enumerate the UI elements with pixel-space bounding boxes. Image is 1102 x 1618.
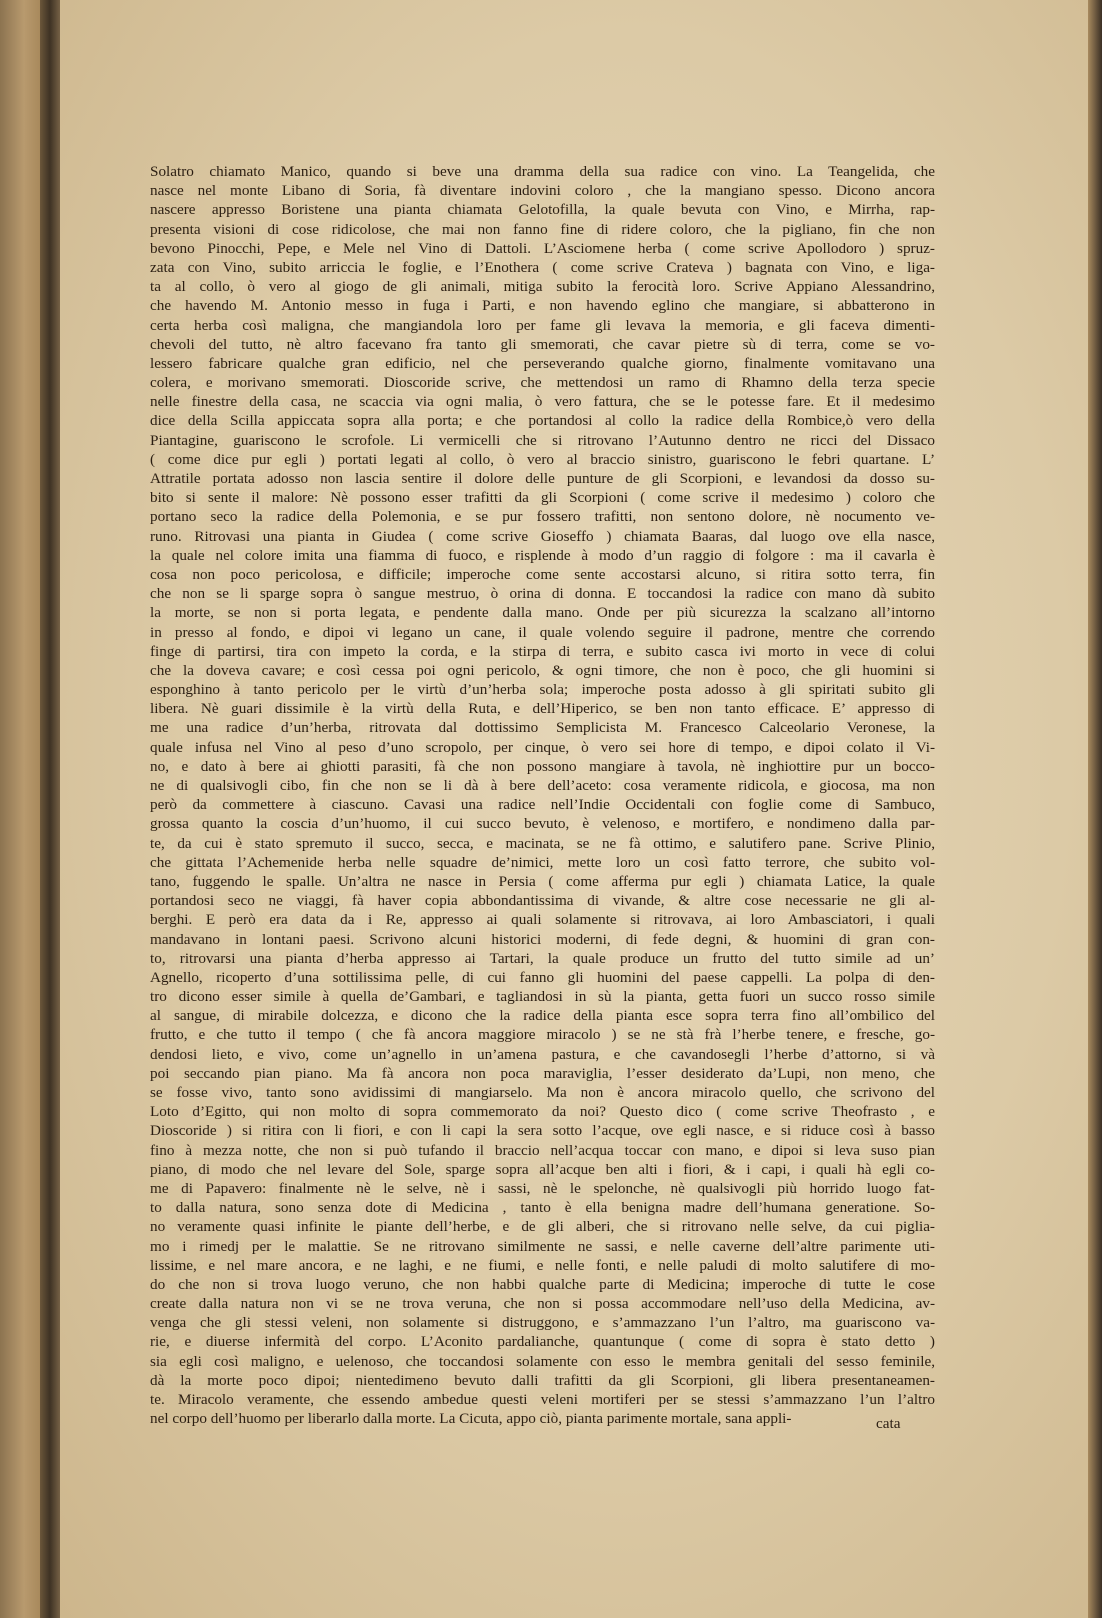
text-line: che la doveva cavare; e così cessa poi ogni pericolo, & ogni timore, che non è poco, che gli huomini si (150, 661, 935, 679)
text-line: piano, di modo che nel levare del Sole, sparge sopra all’acque ben alti i fiori, & i capi, i quali hà egli co- (150, 1160, 935, 1178)
text-line: Agnello, ricoperto d’una sottilissima pelle, di cui fanno gli huomini del paese cappelli. La polpa di den- (150, 968, 935, 986)
text-line: me di Papavero: finalmente nè le selve, nè i sassi, nè le spelonche, nè qualsivogli più horrido luogo fat- (150, 1179, 935, 1197)
text-line: Attratile portata adosso non lascia sentire il dolore delle punture de gli Scorpioni, e levandosi da dosso su- (150, 470, 935, 487)
text-line: nasce nel monte Libano di Soria, fà diventare indovini coloro , che la mangiano spesso. Dicono ancora (150, 182, 935, 200)
text-line: bito si sente il malore: Nè possono esser trafitti da gli Scorpioni ( come scrive il medesimo ) coloro che (150, 489, 935, 507)
text-line: tro dicono esser simile à quella de’Gambari, e tagliandosi in sù la pianta, getta fuori un succo rosso simile (150, 988, 935, 1006)
text-line: nascere appresso Boristene una pianta chiamata Gelotofilla, la quale bevuta con Vino, e Mirrha, rap- (150, 201, 935, 219)
text-line: la quale nel colore imita una fiamma di fuoco, e risplende à modo d’un raggio di folgore : ma il cavarla è (150, 546, 935, 564)
text-line: runo. Ritrovasi una pianta in Giudea ( come scrive Gioseffo ) chiamata Baaras, dal luogo ove ella nasce, (150, 527, 935, 545)
text-line: ( come dice pur egli ) portati legati al collo, ò vero al braccio sinistro, guariscono le febri quartane. L’ (150, 450, 935, 468)
facing-page-edge (0, 0, 40, 1618)
text-line: te, da cui è stato spremuto il succo, secca, e macinata, se ne fà ottimo, e salutifero pane. Scrive Plinio, (150, 834, 935, 852)
page-edge-shadow (1088, 0, 1102, 1618)
text-line: cosa non poco pericolosa, e difficile; imperoche come sente accostarsi alcuno, si ritira sotto terra, fin (150, 565, 935, 583)
text-line: Piantagine, guariscono le scrofole. Li vermicelli che si ritrovano l’Autunno dentro ne ricci del Dissaco (150, 431, 935, 449)
text-line: portandosi seco ne viaggi, fà haver copia abbondantissima di vivande, & altre cose necessarie ne gli al- (150, 892, 935, 910)
text-line: to, ritrovarsi una pianta d’herba appresso ai Tartari, la quale produce un frutto del tutto simile ad un’ (150, 949, 935, 967)
text-line: Solatro chiamato Manico, quando si beve una dramma della sua radice con vino. La Teangelida, che (150, 163, 935, 180)
text-line: ne di qualsivogli cibo, fin che non se li dà à bere dell’aceto: cosa veramente ridicola, e giocosa, ma non (150, 777, 935, 794)
text-line: dice della Scilla appiccata sopra alla porta; e che portandosi al collo la radice della Rombice,ò vero della (150, 412, 935, 430)
text-line: chevoli del tutto, nè altro facevano fra tanto gli smemorati, che cavar pietre sù di terra, come se vo- (150, 335, 935, 353)
text-line: venga che gli stessi veleni, non solamente si distruggono, e s’ammazzano l’un l’altro, ma guariscono va- (150, 1314, 935, 1332)
text-line: che non se li sparge sopra ò sangue mestruo, ò orina di donna. E toccandosi la radice con mano dà subito (150, 585, 935, 603)
text-line: bevono Pinocchi, Pepe, e Mele nel Vino di Dattoli. L’Asciomene herba ( come scrive Apollodoro ) spruz- (150, 239, 935, 257)
catchword: cata (876, 1415, 901, 1432)
text-line: no veramente quasi infinite le piante dell’herbe, e de gli alberi, che si ritrovano nelle selve, da cui piglia- (150, 1218, 935, 1236)
text-line: do che non si trova luogo veruno, che non habbi qualche parte di Medicina; imperoche di tutte le cose (150, 1275, 935, 1293)
text-line: che havendo M. Antonio messo in fuga i Parti, e non havendo eglino che mangiare, si abbatterono in (150, 297, 935, 315)
text-line: fino à mezza notte, che non si può tufando il braccio nell’acqua toccar con mano, e dipoi si leva suso pian (150, 1141, 935, 1159)
text-line: tano, fuggendo le spalle. Un’altra ne nasce in Persia ( come afferma pur egli ) chiamata Latice, la quale (150, 872, 935, 890)
text-line: mandavano in lontani paesi. Scrivono alcuni historici moderni, di fede degni, & huomini di gran con- (150, 930, 935, 948)
text-line: portano seco la radice della Polemonia, e se pur fossero trafitti, non sentono dolore, nè nocumento ve- (150, 508, 935, 526)
text-line: al sangue, di mirabile dolcezza, e dicono che la radice della pianta esce sopra terra fino all’ombilico del (150, 1007, 935, 1025)
text-line: la morte, se non si porta legata, e pendente dalla mano. Onde per più sicurezza la scalzano all’intorno (150, 604, 935, 622)
text-line: che gittata l’Achemenide herba nelle squadre de’nimici, mette loro un così fatto terrore, che subito vol- (150, 853, 935, 871)
text-line: certa herba così maligna, che mangiandola loro per fame gli levava la memoria, e gli faceva dimenti- (150, 316, 935, 334)
text-line: te. Miracolo veramente, che essendo ambedue questi veleni mortiferi per se stessi s’ammazzano l’un l’altro (150, 1391, 935, 1408)
text-line: frutto, e che tutto il tempo ( che fà ancora maggiore miracolo ) se ne stà frà l’herbe tenere, e fresche, go- (150, 1026, 935, 1044)
text-line: in presso al fondo, e dipoi vi legano un cane, il quale volendo seguire il padrone, mentre che correndo (150, 623, 935, 641)
text-line: colera, e morivano smemorati. Dioscoride scrive, che mettendosi un ramo di Rhamno della terza specie (150, 374, 935, 392)
text-line: Dioscoride ) si ritira con li fiori, e con li capi la sera sotto l’acque, ove egli nasce, e si riduce così à basso (150, 1122, 935, 1140)
text-line: finge di partirsi, tira con impeto la corda, e la stirpa di terra, e subito casca ivi morto in vece di colui (150, 642, 935, 660)
text-line: mo i rimedj per le malattie. Se ne ritrovano similmente ne sassi, e nelle caverne dell’altre parimente uti- (150, 1237, 935, 1255)
text-line: però da commettere à ciascuno. Cavasi una radice nell’Indie Occidentali con foglie come di Sambuco, (150, 796, 935, 814)
text-line: Loto d’Egitto, qui non molto di sopra commemorato da noi? Questo dico ( come scrive Theofrasto , e (150, 1103, 935, 1121)
text-line: no, e dato à bere ai ghiotti parasiti, fà che non possono mangiare à tavola, nè inghiottire pur un bocco- (150, 757, 935, 775)
text-line: grossa quanto la coscia d’un’huomo, il cui succo bevuto, è velenoso, e mortifero, e nondimeno dalla par- (150, 815, 935, 833)
text-line: nelle finestre della casa, ne scaccia via ogni malia, ò vero fattura, che se le potesse fare. Et il medesimo (150, 393, 935, 411)
text-line: quale infusa nel Vino al peso d’uno scropolo, per cinque, ò vero sei hore di tempo, e dipoi colato il Vi- (150, 738, 935, 756)
body-text (150, 162, 935, 1428)
text-line: sia egli così maligno, e uelenoso, che toccandosi solamente con esso le membra genitali del sesso feminile, (150, 1352, 935, 1370)
text-line: zata con Vino, subito arriccia le foglie, e l’Enothera ( come scrive Crateva ) bagnata con Vino, e liga- (150, 258, 935, 276)
text-line: me una radice d’un’herba, ritrovata dal dottissimo Semplicista M. Francesco Calceolario Veronese, la (150, 719, 935, 737)
text-line: ta al collo, ò vero al giogo de gli animali, mitiga subito la ferocità loro. Scrive Appiano Alessandrino, (150, 278, 935, 296)
text-line: dà la morte poco dipoi; nientedimeno bevuto dalli trafitti da gli Scorpioni, gli libera presentaneamen- (150, 1371, 935, 1389)
text-line: dendosi lieto, e vivo, come un’agnello in un’amena pastura, e che cavandosegli l’herbe d’attorno, si và (150, 1045, 935, 1063)
text-line: nel corpo dell’huomo per liberarlo dalla morte. La Cicuta, appo ciò, pianta parimente mortale, sana appli- (150, 1410, 792, 1428)
text-line: rie, e diuerse infermità del corpo. L’Aconito pardalianche, quantunque ( come di sopra è stato detto ) (150, 1333, 935, 1351)
text-line: lissime, e nel mare ancora, e ne laghi, e ne fiumi, e nelle fonti, e nelle paludi di molto salutifere di mo- (150, 1256, 935, 1274)
book-gutter (40, 0, 62, 1618)
text-line: berghi. E però era data da i Re, appresso ai quali solamente si ritrovava, ai loro Ambasciatori, i quali (150, 911, 935, 929)
text-line: poi seccando pian piano. Ma fà ancora non poca maraviglia, l’esser desiderato da’Lupi, non meno, che (150, 1064, 935, 1082)
text-line: esponghino à tanto pericolo per le virtù d’un’herba sola; imperoche posta adosso à gli spiritati subito gli (150, 681, 935, 699)
text-line: libera. Nè guari dissimile è la virtù della Ruta, e dell’Hiperico, se ben non tanto efficace. E’ appresso di (150, 700, 935, 718)
text-line: to dalla natura, sono senza dote di Medicina , tanto è ella benigna madre dell’humana generatione. So- (150, 1199, 935, 1217)
text-line: se fosse vivo, tanto sono avidissimi di mangiarselo. Ma non è ancora miracolo quello, che scrivono del (150, 1084, 935, 1101)
text-line: lessero fabricare qualche gran edificio, nel che perseverando qualche giorno, finalmente vomitavano una (150, 354, 935, 372)
text-line: presenta visioni di cose ridicolose, che mai non fanno fine di ridere coloro, che la pigliano, fin che non (150, 220, 935, 238)
text-line: create dalla natura non vi se ne trova veruna, che non si possa accommodare nell’uso della Medicina, av- (150, 1295, 935, 1313)
